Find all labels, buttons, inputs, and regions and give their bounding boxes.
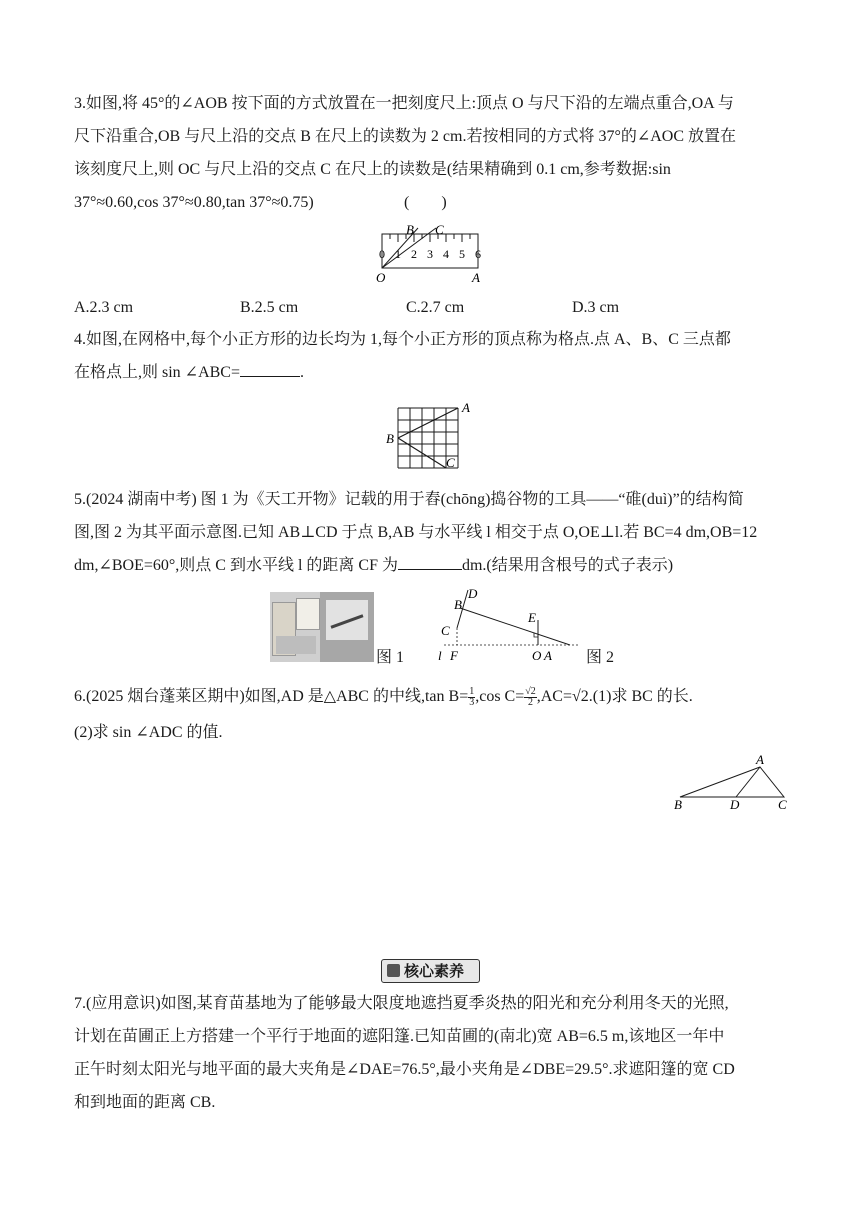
q6-line-2: (2)求 sin ∠ADC 的值. (74, 724, 223, 741)
label-A: A (544, 648, 552, 663)
q3-line-4: 37°≈0.60,cos 37°≈0.80,tan 37°≈0.75) (74, 194, 314, 211)
q3-line-2: 尺下沿重合,OB 与尺上沿的交点 B 在尺上的读数为 2 cm.若按相同的方式将 37°的∠AOC 放置在 (74, 128, 737, 145)
q5-line-2: 图,图 2 为其平面示意图.已知 AB⊥CD 于点 B,AB 与水平线 l 相交于点 O,OE⊥l.若 BC=4 dm,OB=12 (74, 524, 758, 541)
q7-line-1: 7.(应用意识)如图,某育苗基地为了能够最大限度地遮挡夏季炎热的阳光和充分利用冬天的光照, (74, 995, 729, 1012)
q5-line-3: dm,∠BOE=60°,则点 C 到水平线 l 的距离 CF 为 dm.(结果用含根号的式子表示) (74, 557, 674, 574)
tiangong-kaiwu-picture (270, 592, 374, 662)
tick-label-0: 0 (379, 247, 385, 261)
label-O: O (532, 648, 542, 663)
segment-BA (398, 408, 458, 438)
option-b[interactable]: B.2.5 cm (240, 299, 299, 316)
option-d[interactable]: D.3 cm (572, 299, 620, 316)
fraction-tan-b: $\frac{1}{3}$ (469, 685, 475, 708)
q5-line-1: 5.(2024 湖南中考) 图 1 为《天工开物》记载的用于舂(chōng)捣谷物的工具——“碓(duì)”的结构简 (74, 491, 744, 508)
label-O: O (376, 270, 386, 285)
tick-label-1: 1 (395, 247, 401, 261)
q5-text: dm,∠BOE=60°,则点 C 到水平线 l 的距离 CF 为 (74, 557, 398, 574)
label-B: B (454, 597, 462, 612)
badge-label: 核心素养 (404, 962, 465, 980)
fraction-cos-c: $\frac{√2}{2}$ (525, 685, 536, 708)
tick-label-4: 4 (443, 247, 449, 261)
figure-2-caption: 图 2 (586, 649, 615, 666)
label-A: A (472, 270, 480, 285)
triangle-ABC (680, 767, 784, 797)
cube-icon (387, 964, 400, 977)
answer-blank[interactable] (398, 555, 462, 570)
label-D: D (730, 797, 740, 812)
label-E: E (528, 610, 536, 625)
tick-label-3: 3 (427, 247, 433, 261)
q3-line-3: 该刻度尺上,则 OC 与尺上沿的交点 C 在尺上的读数是(结果精确到 0.1 cm,参考数据:sin (74, 161, 671, 178)
q7-line-4: 和到地面的距离 CB. (74, 1094, 216, 1111)
tick-label-2: 2 (411, 247, 417, 261)
label-B: B (386, 431, 394, 446)
tick-label-6: 6 (475, 247, 481, 261)
q4-line-1: 4.如图,在网格中,每个小正方形的边长均为 1,每个小正方形的顶点称为格点.点 A、B、C 三点都 (74, 331, 731, 348)
lever-AB (460, 608, 570, 645)
q4-line-2: 在格点上,则 sin ∠ABC= . (74, 364, 305, 381)
label-l: l (438, 648, 442, 663)
label-D: D (468, 586, 478, 601)
label-C: C (441, 623, 450, 638)
answer-blank[interactable] (240, 362, 300, 377)
option-c[interactable]: C.2.7 cm (406, 299, 465, 316)
label-A: A (756, 752, 764, 767)
q6-line-1: 6.(2025 烟台蓬莱区期中)如图,AD 是△ABC 的中线,tan B= $\frac{1}{3}$ ,cos C= $\frac{√2}{2}$ ,AC=√2.(1)求 BC 的长. (74, 685, 693, 708)
q4-text: 在格点上,则 sin ∠ABC= (74, 364, 241, 381)
q4-grid-figure (382, 398, 482, 474)
option-a[interactable]: A.2.3 cm (74, 299, 134, 316)
tick-label-5: 5 (459, 247, 465, 261)
q7-line-2: 计划在苗圃正上方搭建一个平行于地面的遮阳篷.已知苗圃的(南北)宽 AB=6.5 m,该地区一年中 (74, 1028, 725, 1045)
q3-line-1: 3.如图,将 45°的∠AOB 按下面的方式放置在一把刻度尺上:顶点 O 与尺下沿的左端点重合,OA 与 (74, 95, 734, 112)
label-B: B (406, 222, 414, 237)
label-A: A (462, 400, 470, 415)
q6-triangle-figure (668, 752, 798, 812)
label-C: C (435, 222, 444, 237)
label-B: B (674, 797, 682, 812)
label-C: C (778, 797, 787, 812)
q7-line-3: 正午时刻太阳光与地平面的最大夹角是∠DAE=76.5°,最小夹角是∠DBE=29.5°.求遮阳篷的宽 CD (74, 1061, 735, 1078)
figure-1-caption: 图 1 (376, 649, 405, 666)
q5-figure-2 (432, 586, 592, 666)
q3-ruler-figure (370, 222, 490, 286)
answer-parentheses: ( ) (404, 194, 447, 211)
label-C: C (446, 455, 455, 470)
core-literacy-badge (381, 959, 480, 983)
label-F: F (450, 648, 458, 663)
ruler-ticks (382, 234, 478, 242)
